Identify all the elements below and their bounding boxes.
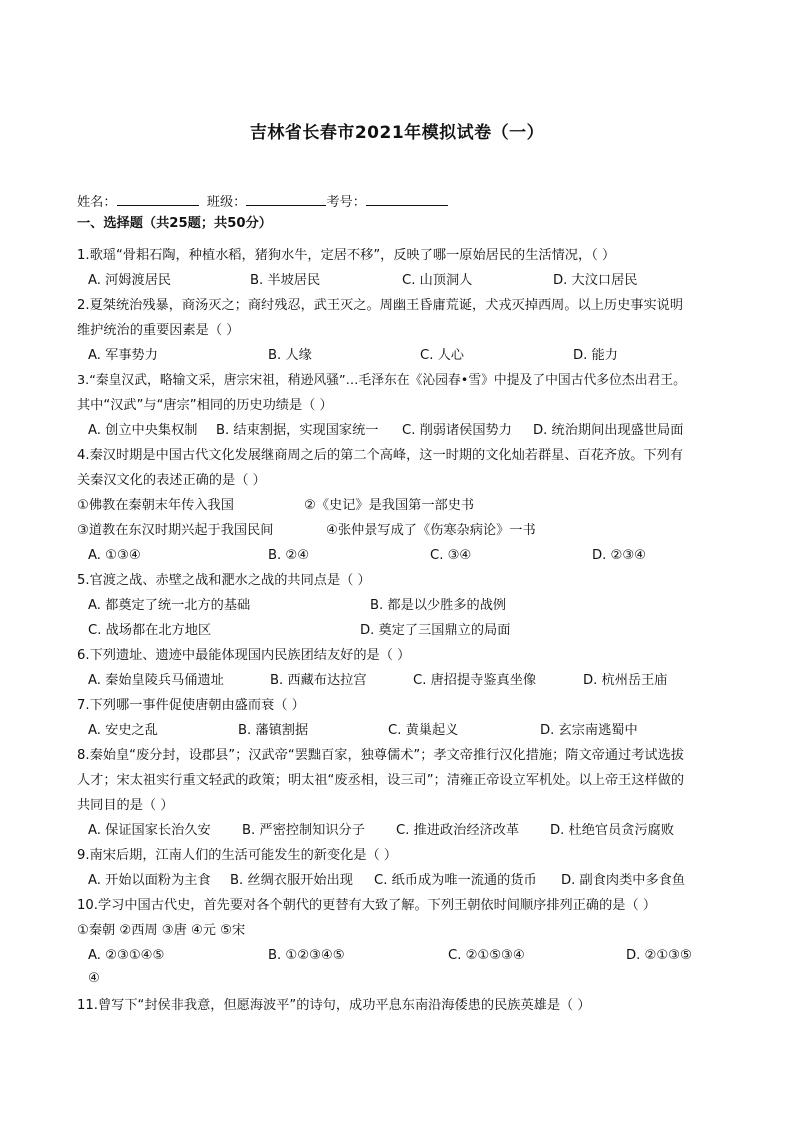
q9-option-a[interactable]: A. 开始以面粉为主食 bbox=[88, 873, 211, 888]
q7-option-c[interactable]: C. 黄巢起义 bbox=[388, 723, 459, 738]
question-4-stem: 4.秦汉时期是中国古代文化发展继商周之后的第二个高峰，这一时期的文化灿若群星、百花齐放。下列有 bbox=[77, 448, 684, 463]
q7-option-a[interactable]: A. 安史之乱 bbox=[88, 723, 158, 738]
question-3-stem-cont: 其中“汉武”与“唐宗”相同的历史功绩是（ ） bbox=[77, 398, 333, 413]
q3-option-b[interactable]: B. 结束割据，实现国家统一 bbox=[216, 423, 379, 438]
question-11-stem: 11.曾写下“封侯非我意，但愿海波平”的诗句，成功平息东南沿海倭患的民族英雄是（ ） bbox=[77, 998, 591, 1013]
question-7-stem: 7.下列哪一事件促使唐朝由盛而衰（ ） bbox=[77, 698, 305, 713]
class-label: 班级： bbox=[206, 195, 247, 210]
q1-option-d[interactable]: D. 大汶口居民 bbox=[553, 273, 638, 288]
q3-option-d[interactable]: D. 统治期间出现盛世局面 bbox=[533, 423, 684, 438]
q4-option-b[interactable]: B. ②④ bbox=[268, 548, 310, 563]
q6-option-d[interactable]: D. 杭州岳王庙 bbox=[583, 673, 668, 688]
class-field[interactable] bbox=[246, 192, 326, 206]
page-title: 吉林省长春市2021年模拟试卷（一） bbox=[249, 123, 545, 143]
q7-option-b[interactable]: B. 藩镇割据 bbox=[238, 723, 309, 738]
q9-option-c[interactable]: C. 纸币成为唯一流通的货币 bbox=[374, 873, 537, 888]
q10-option-a[interactable]: A. ②③①④⑤ bbox=[88, 948, 165, 963]
q8-option-c[interactable]: C. 推进政治经济改革 bbox=[396, 823, 520, 838]
exam-no-label: 考号： bbox=[326, 195, 366, 210]
q3-option-a[interactable]: A. 创立中央集权制 bbox=[88, 423, 198, 438]
q3-option-c[interactable]: C. 削弱诸侯国势力 bbox=[402, 423, 512, 438]
q5-option-b[interactable]: B. 都是以少胜多的战例 bbox=[370, 598, 507, 613]
q6-option-b[interactable]: B. 西藏布达拉宫 bbox=[270, 673, 367, 688]
q8-option-d[interactable]: D. 杜绝官员贪污腐败 bbox=[550, 823, 675, 838]
q2-option-d[interactable]: D. 能力 bbox=[573, 348, 618, 363]
q8-option-b[interactable]: B. 严密控制知识分子 bbox=[242, 823, 365, 838]
question-4-stem-cont: 关秦汉文化的表述正确的是（ ） bbox=[77, 473, 266, 488]
q4-statement-2: ②《史记》是我国第一部史书 bbox=[304, 498, 475, 513]
q2-option-b[interactable]: B. 人缘 bbox=[268, 348, 312, 363]
q4-statement-4: ④张仲景写成了《伤寒杂病论》一书 bbox=[326, 523, 536, 538]
q4-statement-1: ①佛教在秦朝末年传入我国 bbox=[77, 498, 234, 513]
q1-option-b[interactable]: B. 半坡居民 bbox=[250, 273, 321, 288]
q4-option-c[interactable]: C. ③④ bbox=[430, 548, 472, 563]
q1-option-c[interactable]: C. 山顶洞人 bbox=[402, 273, 473, 288]
q10-option-d-wrap: ④ bbox=[88, 971, 100, 986]
question-10-stem: 10.学习中国古代史，首先要对各个朝代的更替有大致了解。下列王朝依时间顺序排列正确的是（ ） bbox=[77, 898, 657, 913]
question-8-stem-cont-2: 共同目的是（ ） bbox=[77, 798, 174, 813]
student-info-row bbox=[77, 192, 448, 213]
q5-option-d[interactable]: D. 奠定了三国鼎立的局面 bbox=[360, 623, 511, 638]
name-field[interactable] bbox=[117, 192, 199, 206]
question-3-stem: 3.“秦皇汉武，略输文采，唐宗宋祖，稍逊风骚”…毛泽东在《沁园春•雪》中提及了中国古代多位杰出君王。 bbox=[77, 373, 686, 388]
q4-option-d[interactable]: D. ②③④ bbox=[592, 548, 647, 563]
exam-no-field[interactable] bbox=[366, 192, 448, 206]
q5-option-a[interactable]: A. 都奠定了统一北方的基础 bbox=[88, 598, 251, 613]
question-2-stem: 2.夏桀统治残暴，商汤灭之；商纣残忍，武王灭之。周幽王昏庸荒诞，犬戎灭掉西周。以上历史事实说明 bbox=[77, 298, 684, 313]
question-5-stem: 5.官渡之战、赤壁之战和淝水之战的共同点是（ ） bbox=[77, 573, 371, 588]
q2-option-a[interactable]: A. 军事势力 bbox=[88, 348, 158, 363]
q9-option-b[interactable]: B. 丝绸衣服开始出现 bbox=[230, 873, 353, 888]
name-label: 姓名： bbox=[77, 195, 117, 210]
q9-option-d[interactable]: D. 副食肉类中多食鱼 bbox=[561, 873, 686, 888]
question-8-stem-cont-1: 人才；宋太祖实行重文轻武的政策；明太祖“废丞相，设三司”；清雍正帝设立军机处。以上帝王这样做的 bbox=[77, 773, 685, 788]
q10-option-b[interactable]: B. ①②③④⑤ bbox=[268, 948, 345, 963]
q10-option-c[interactable]: C. ②①⑤③④ bbox=[448, 948, 525, 963]
section-heading: 一、选择题（共25题；共50分） bbox=[77, 216, 272, 231]
q6-option-c[interactable]: C. 唐招提寺鉴真坐像 bbox=[413, 673, 537, 688]
question-1-stem: 1.歌瑶“骨耜石陶，种植水稻，猪狗水牛，定居不移”，反映了哪一原始居民的生活情况，（ ） bbox=[77, 248, 616, 263]
q4-option-a[interactable]: A. ①③④ bbox=[88, 548, 141, 563]
question-8-stem: 8.秦始皇“废分封，设郡县”；汉武帝“罢黜百家，独尊儒术”；孝文帝推行汉化措施；隋文帝通过考试选拔 bbox=[77, 748, 684, 763]
question-2-stem-cont: 维护统治的重要因素是（ ） bbox=[77, 323, 240, 338]
question-10-items: ①秦朝 ②西周 ③唐 ④元 ⑤宋 bbox=[77, 923, 246, 938]
q7-option-d[interactable]: D. 玄宗南逃蜀中 bbox=[540, 723, 638, 738]
q2-option-c[interactable]: C. 人心 bbox=[420, 348, 464, 363]
q10-option-d[interactable]: D. ②①③⑤ bbox=[626, 948, 692, 963]
q1-option-a[interactable]: A. 河姆渡居民 bbox=[88, 273, 172, 288]
q8-option-a[interactable]: A. 保证国家长治久安 bbox=[88, 823, 211, 838]
q5-option-c[interactable]: C. 战场都在北方地区 bbox=[88, 623, 212, 638]
q6-option-a[interactable]: A. 秦始皇陵兵马俑遗址 bbox=[88, 673, 224, 688]
q4-statement-3: ③道教在东汉时期兴起于我国民间 bbox=[77, 523, 274, 538]
question-6-stem: 6.下列遗址、遗迹中最能体现国内民族团结友好的是（ ） bbox=[77, 648, 411, 663]
question-9-stem: 9.南宋后期，江南人们的生活可能发生的新变化是（ ） bbox=[77, 848, 398, 863]
